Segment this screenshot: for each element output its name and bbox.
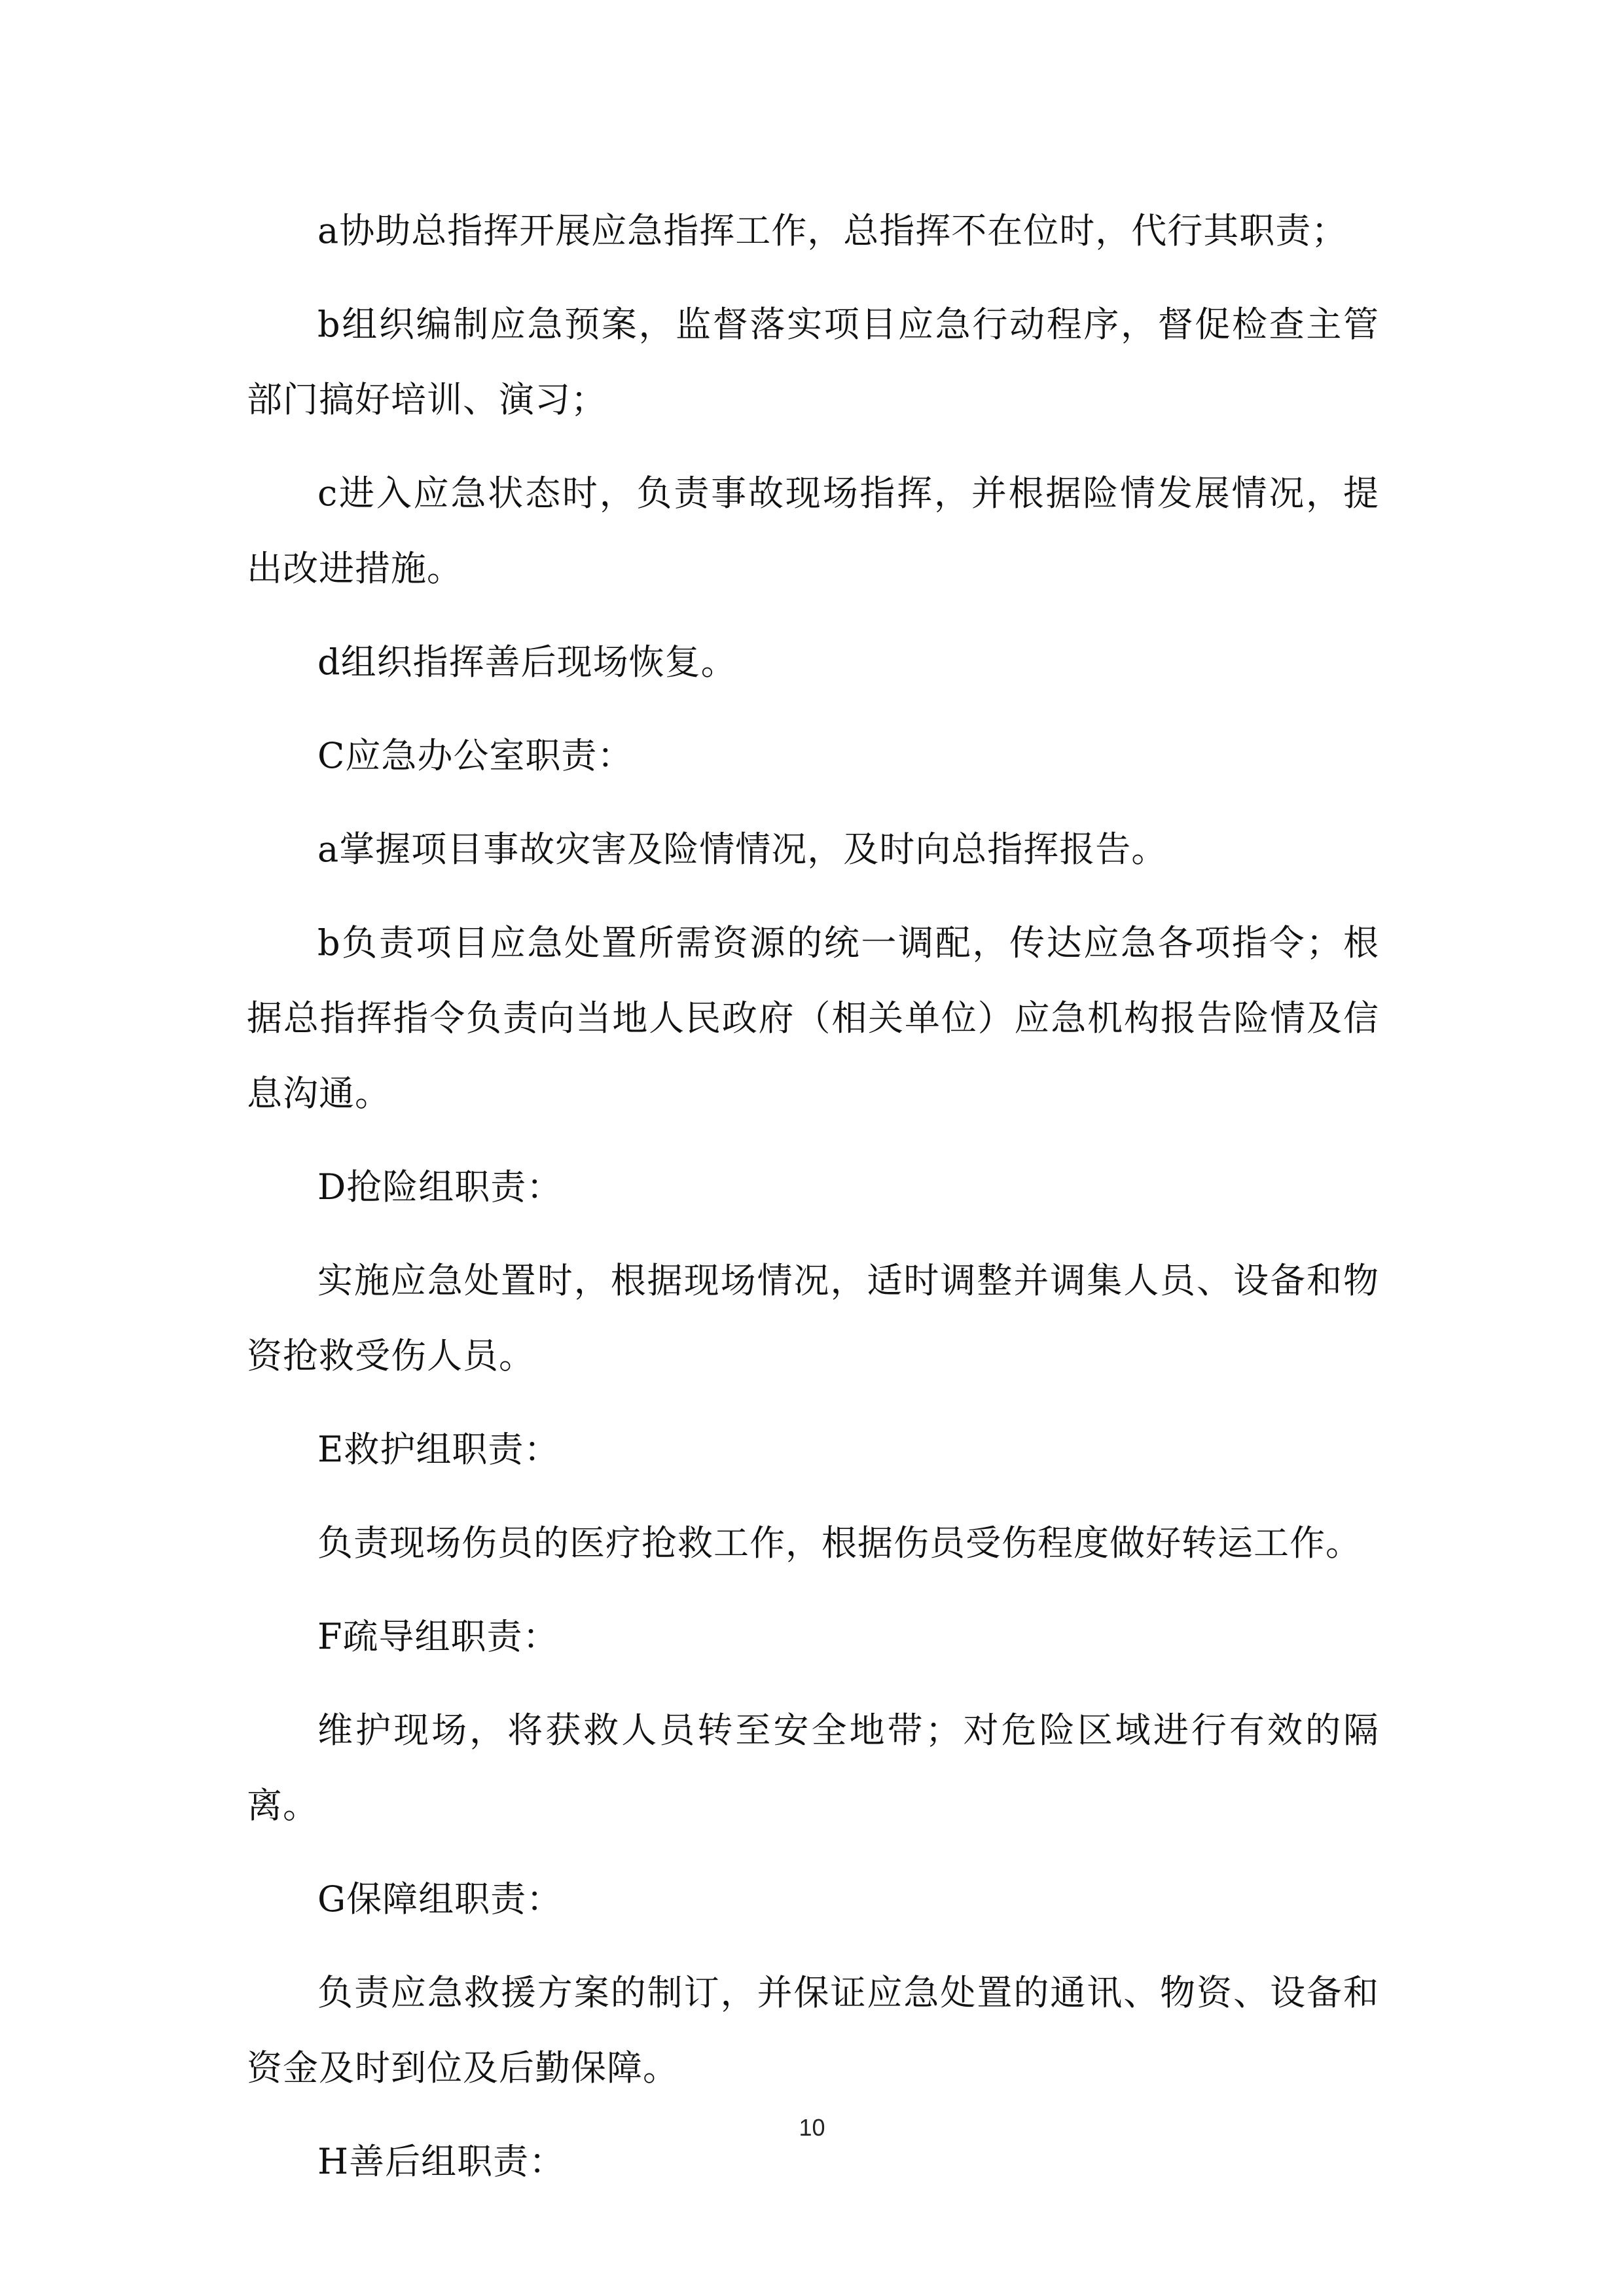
heading-evacuation-team: F疏导组职责：: [317, 1616, 559, 1657]
paragraph-evacuation-team: 维护现场，将获救人员转至安全地带；对危险区域进行有效的隔离。: [247, 1710, 1379, 1826]
paragraph-deputy-commander-b: b组织编制应急预案，监督落实项目应急行动程序，督促检查主管部门搞好培训、演习；: [247, 304, 1379, 420]
paragraph-deputy-commander-c: c进入应急状态时，负责事故现场指挥，并根据险情发展情况，提出改进措施。: [247, 473, 1379, 589]
paragraph-medical-team: 负责现场伤员的医疗抢救工作，根据伤员受伤程度做好转运工作。: [317, 1522, 1362, 1564]
paragraph-deputy-commander-a: a协助总指挥开展应急指挥工作，总指挥不在位时，代行其职责；: [317, 210, 1348, 251]
heading-aftermath-team: H善后组职责：: [317, 2141, 566, 2182]
paragraph-deputy-commander-d: d组织指挥善后现场恢复。: [317, 641, 737, 683]
paragraph-support-team: 负责应急救援方案的制订，并保证应急处置的通讯、物资、设备和资金及时到位及后勤保障。: [247, 1972, 1379, 2089]
document-body: [247, 193, 1379, 2217]
heading-medical-team: E救护组职责：: [317, 1429, 560, 1470]
paragraph-rescue-team: 实施应急处置时，根据现场情况，适时调整并调集人员、设备和物资抢救受伤人员。: [247, 1260, 1379, 1376]
heading-support-team: G保障组职责：: [317, 1878, 563, 1920]
paragraph-emergency-office-b: b负责项目应急处置所需资源的统一调配，传达应急各项指令；根据总指挥指令负责向当地人民政府（相关单位）应急机构报告险情及信息沟通。: [247, 922, 1379, 1114]
heading-emergency-office: C应急办公室职责：: [317, 735, 634, 776]
paragraph-emergency-office-a: a掌握项目事故灾害及险情情况，及时向总指挥报告。: [317, 829, 1168, 870]
page-number: 10: [799, 2114, 825, 2141]
heading-rescue-team: D抢险组职责：: [317, 1166, 563, 1208]
